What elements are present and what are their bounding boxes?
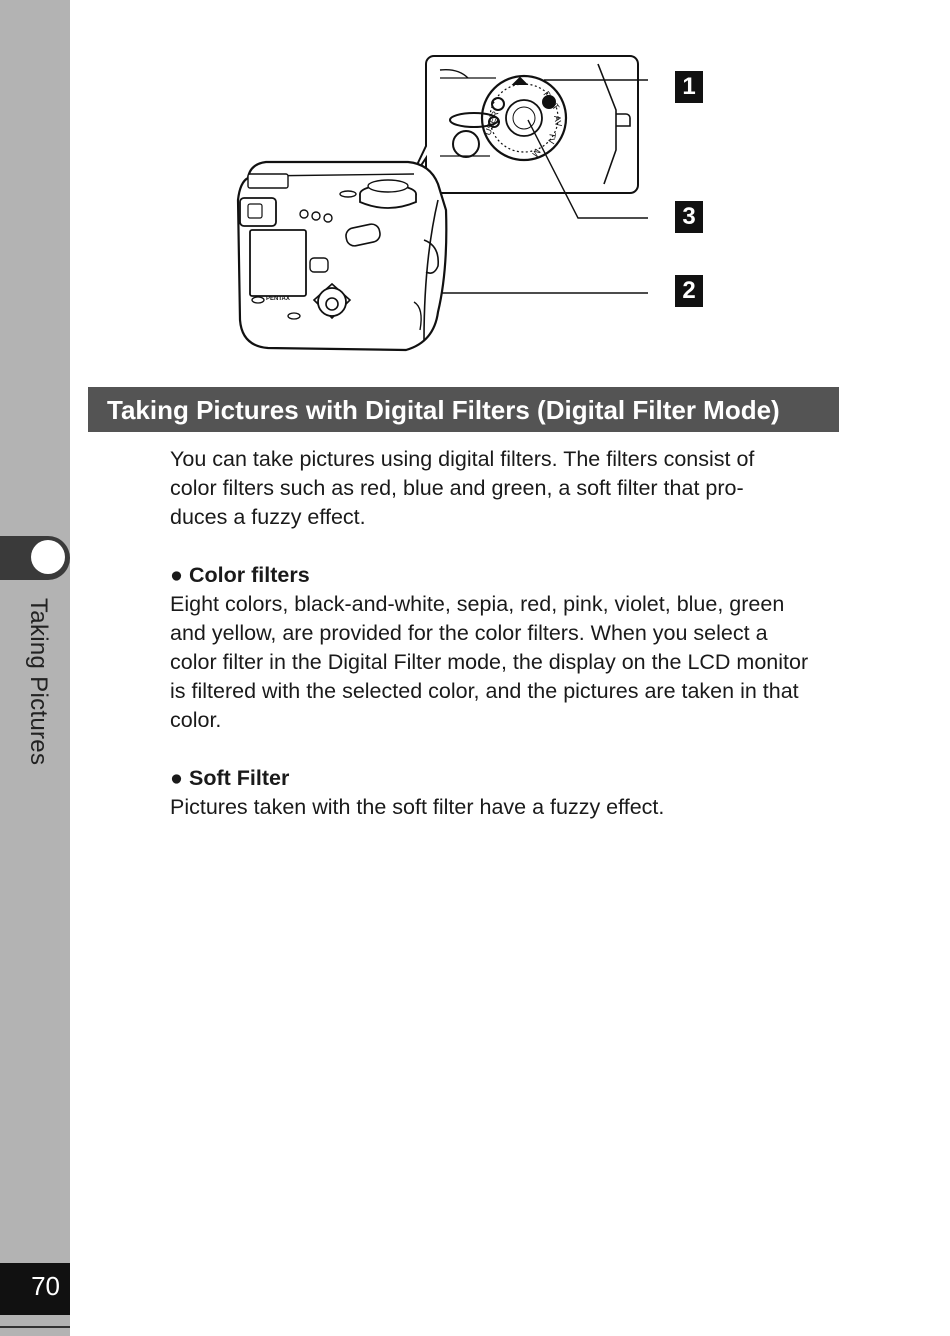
color-filters-line-3: color filter in the Digital Filter mode, the display on the LCD monitor bbox=[170, 650, 809, 674]
camera-brand-label: PENTAX bbox=[266, 296, 290, 302]
callout-marker-1: 1 bbox=[675, 71, 703, 103]
callout-marker-3: 3 bbox=[675, 201, 703, 233]
svg-text:M: M bbox=[530, 146, 543, 159]
soft-filter-title: Soft Filter bbox=[189, 766, 290, 790]
svg-text:PICT: PICT bbox=[541, 89, 562, 112]
intro-line-1: You can take pictures using digital filters. The filters consist of bbox=[170, 447, 755, 471]
chapter-label: Taking Pictures bbox=[25, 598, 52, 766]
intro-line-3: duces a fuzzy effect. bbox=[170, 505, 366, 529]
camera-illustration bbox=[228, 50, 648, 365]
soft-filter-line-1: Pictures taken with the soft filter have a fuzzy effect. bbox=[170, 795, 665, 819]
color-filters-line-2: and yellow, are provided for the color filters. When you select a bbox=[170, 621, 768, 645]
section-heading-bar bbox=[88, 387, 839, 432]
bullet-icon: ● bbox=[170, 563, 183, 587]
color-filters-line-1: Eight colors, black-and-white, sepia, red, pink, violet, blue, green bbox=[170, 592, 785, 616]
bullet-heading-soft-filter bbox=[170, 764, 850, 793]
bullet-icon: ● bbox=[170, 766, 183, 790]
color-filters-line-5: color. bbox=[170, 708, 222, 732]
chapter-marker-icon bbox=[26, 536, 70, 580]
page-number: 70 bbox=[31, 1271, 60, 1301]
section-title: Taking Pictures with Digital Filters (Digital Filter Mode) bbox=[107, 395, 780, 425]
section-body bbox=[170, 445, 850, 822]
svg-text:USER: USER bbox=[482, 109, 501, 137]
bullet-heading-color-filters bbox=[170, 561, 850, 590]
svg-text:AV: AV bbox=[552, 114, 564, 128]
svg-text:TV: TV bbox=[546, 131, 558, 145]
page-number-box bbox=[0, 1263, 70, 1315]
intro-line-2: color filters such as red, blue and green, a soft filter that pro- bbox=[170, 476, 744, 500]
color-filters-title: Color filters bbox=[189, 563, 310, 587]
page-rule bbox=[0, 1326, 70, 1328]
color-filters-line-4: is filtered with the selected color, and the pictures are taken in that bbox=[170, 679, 799, 703]
callout-marker-2: 2 bbox=[675, 275, 703, 307]
